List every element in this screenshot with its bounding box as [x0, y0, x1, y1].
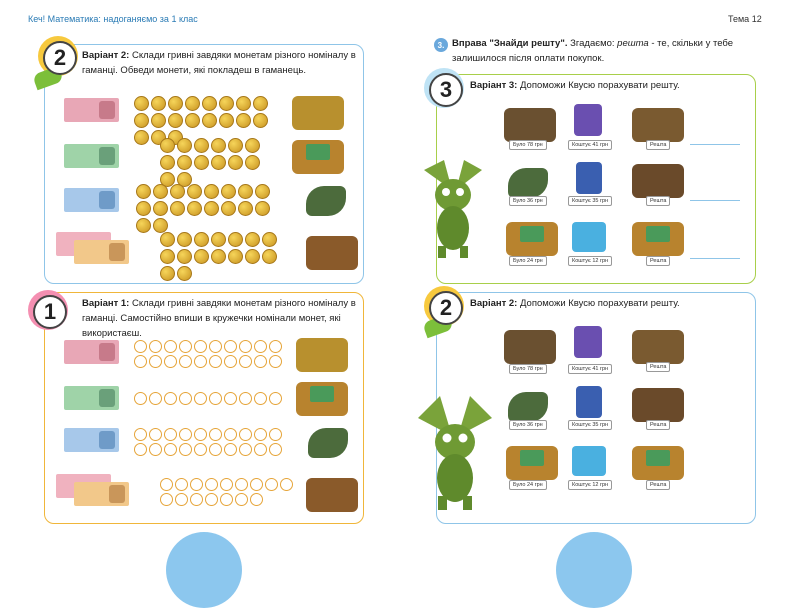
banknote-icon [64, 144, 119, 168]
answer-circles[interactable] [134, 392, 294, 405]
wallet-icon [504, 108, 556, 142]
wallet-icon [504, 330, 556, 364]
left-variant1-instruction [82, 296, 357, 341]
pencils-icon [576, 386, 602, 418]
change-wallet-icon [632, 330, 684, 364]
left-variant2-instruction [82, 48, 357, 78]
banknote-icon [74, 240, 129, 264]
gadget-icon [572, 222, 606, 252]
right-variant3-instruction [470, 78, 750, 93]
task-title: Вправа "Знайди решту". [452, 38, 568, 49]
toy-icon [574, 326, 602, 358]
cost-label: Коштує 35 грн [568, 196, 612, 206]
variant-text: Допоможи Квусю порахувати решту. [520, 298, 680, 309]
task-term: решта [617, 38, 649, 49]
decorative-circle [166, 532, 242, 608]
task-remember: Згадаємо: [570, 38, 615, 49]
variant-number-badge: 1 [33, 295, 67, 329]
had-label: Було 24 грн [509, 256, 547, 266]
answer-circles[interactable] [134, 340, 294, 368]
cost-label: Коштує 35 грн [568, 420, 612, 430]
change-label: Решта [646, 362, 670, 372]
coins-group [160, 232, 290, 281]
answer-line[interactable] [690, 200, 740, 201]
cost-label: Коштує 41 грн [568, 140, 612, 150]
decorative-circle [556, 532, 632, 608]
open-wallet-icon [506, 446, 558, 480]
coins-group [136, 184, 286, 233]
banknote-icon [64, 386, 119, 410]
task-instruction [452, 36, 762, 66]
answer-circles[interactable] [134, 428, 294, 456]
goblin-character [414, 150, 492, 260]
change-wallet-icon [632, 446, 684, 480]
task-definition: - те, скільки у тебе залишилося після оплати покупок. [452, 38, 734, 64]
banknote-icon [64, 98, 119, 122]
cost-label: Коштує 41 грн [568, 364, 612, 374]
page-header-right: Тема 12 [728, 14, 762, 24]
variant-title: Варіант 2: [82, 50, 130, 61]
change-label: Решта [646, 420, 670, 430]
change-wallet-icon [632, 388, 684, 422]
wallet-icon [296, 338, 348, 372]
cost-label: Коштує 12 грн [568, 480, 612, 490]
change-wallet-icon [632, 222, 684, 256]
right-variant2-instruction [470, 296, 750, 311]
had-label: Було 24 грн [509, 480, 547, 490]
cost-label: Коштує 12 грн [568, 256, 612, 266]
variant-title: Варіант 3: [470, 80, 518, 91]
toy-icon [574, 104, 602, 136]
task-number: 3. [434, 38, 448, 52]
had-label: Було 36 грн [509, 196, 547, 206]
pencils-icon [576, 162, 602, 194]
open-wallet-icon [506, 222, 558, 256]
change-wallet-icon [632, 108, 684, 142]
banknote-icon [64, 428, 119, 452]
answer-line[interactable] [690, 144, 740, 145]
change-wallet-icon [632, 164, 684, 198]
variant-text: Склади гривні завдяки монетам різного номіналу в гаманці. Самостійно впиши в кружечки номінали монет, які використаєш. [82, 298, 356, 339]
change-label: Решта [646, 196, 670, 206]
had-label: Було 78 грн [509, 140, 547, 150]
open-wallet-icon [296, 382, 348, 416]
variant-text: Допоможи Квусю порахувати решту. [520, 80, 680, 91]
variant-number-badge: 2 [429, 291, 463, 325]
banknote-icon [64, 188, 119, 212]
change-label: Решта [646, 256, 670, 266]
coins-group [160, 138, 270, 187]
answer-line[interactable] [690, 258, 740, 259]
wallet-icon [292, 96, 344, 130]
change-label: Решта [646, 480, 670, 490]
change-label: Решта [646, 140, 670, 150]
variant-number-badge: 3 [429, 73, 463, 107]
had-label: Було 78 грн [509, 364, 547, 374]
page-header-left: Кеч! Математика: надоганяємо за 1 клас [28, 14, 198, 24]
answer-circles[interactable] [160, 478, 300, 506]
variant-title: Варіант 2: [470, 298, 518, 309]
variant-text: Склади гривні завдяки монетам різного номіналу в гаманці. Обведи монети, які покладеш в гаманець. [82, 50, 356, 76]
goblin-character [412, 388, 498, 512]
banknote-icon [64, 340, 119, 364]
wallet-icon [306, 478, 358, 512]
open-wallet-icon [292, 140, 344, 174]
variant-title: Варіант 1: [82, 298, 130, 309]
gadget-icon [572, 446, 606, 476]
banknote-icon [74, 482, 129, 506]
had-label: Було 36 грн [509, 420, 547, 430]
variant-number-badge: 2 [43, 41, 77, 75]
wallet-icon [306, 236, 358, 270]
